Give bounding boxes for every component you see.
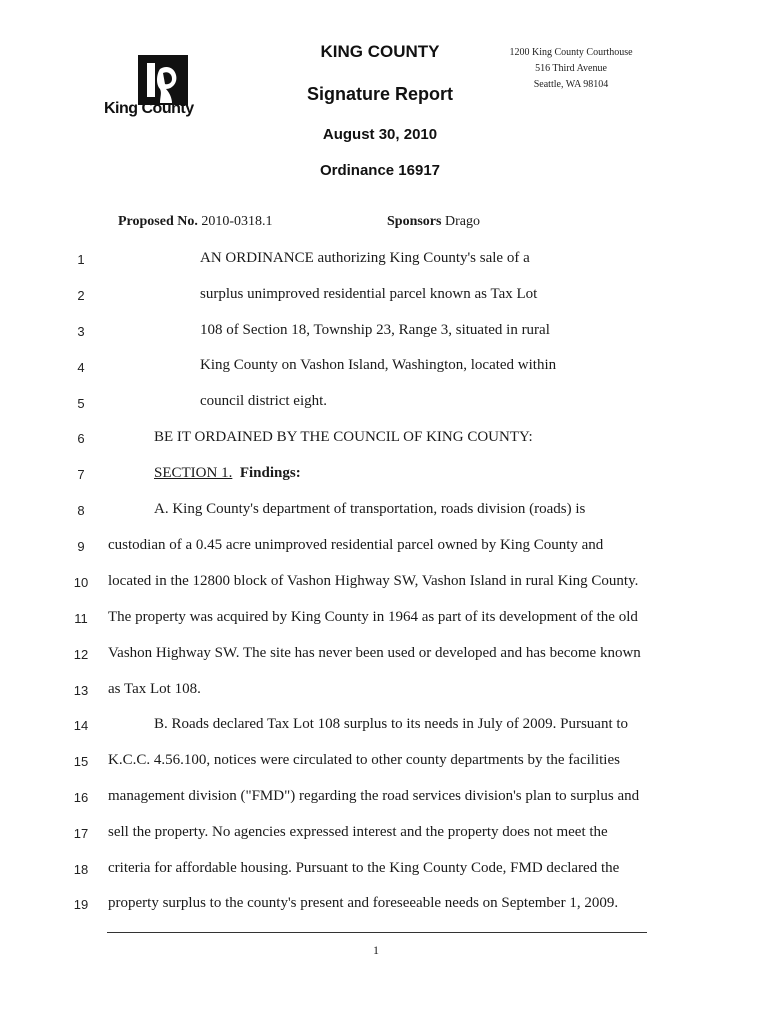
line-number: 6: [77, 431, 85, 446]
address-line-3: Seattle, WA 98104: [533, 79, 609, 90]
footer-divider: [107, 932, 647, 933]
ordinance-text-line: King County on Vashon Island, Washington, located within: [200, 357, 557, 373]
address-line-2: 516 Third Avenue: [535, 63, 607, 74]
section-title: Findings:: [239, 465, 301, 481]
ordinance-text-line: A. King County's department of transportation, roads division (roads) is: [154, 501, 586, 517]
ordinance-text-line: criteria for affordable housing. Pursuant to the King County Code, FMD declared the: [108, 860, 620, 876]
logo-text: King County: [104, 100, 194, 117]
sponsors-value: Drago: [444, 214, 480, 229]
section-heading: [154, 465, 301, 482]
line-number: 3: [77, 324, 85, 339]
line-number: 9: [77, 539, 85, 554]
sponsors: [387, 214, 480, 230]
ordinance-text-line: Vashon Highway SW. The site has never been used or developed and has become known: [108, 645, 641, 661]
ordinance-text-line: located in the 12800 block of Vashon Highway SW, Vashon Island in rural King County.: [108, 573, 639, 589]
address-line-1: 1200 King County Courthouse: [509, 47, 633, 58]
ordinance-number: Ordinance 16917: [319, 162, 441, 179]
line-number: 19: [73, 897, 89, 912]
ordinance-text-line: as Tax Lot 108.: [108, 681, 201, 697]
ordinance-text-line: sell the property. No agencies expressed interest and the property does not meet the: [108, 824, 608, 840]
proposed-number: [118, 214, 273, 230]
line-number: 18: [73, 862, 89, 877]
proposed-value: 2010-0318.1: [201, 214, 273, 229]
ordinance-text-line: property surplus to the county's present and foreseeable needs on September 1, 2009.: [108, 895, 619, 911]
report-date: August 30, 2010: [322, 126, 438, 143]
ordinance-text-line: custodian of a 0.45 acre unimproved residential parcel owned by King County and: [108, 537, 604, 553]
line-number: 14: [73, 718, 89, 733]
ordinance-text-line: B. Roads declared Tax Lot 108 surplus to its needs in July of 2009. Pursuant to: [154, 716, 629, 732]
ordinance-text-line: The property was acquired by King County in 1964 as part of its development of the old: [108, 609, 638, 625]
ordinance-text-line: BE IT ORDAINED BY THE COUNCIL OF KING COUNTY:: [154, 429, 533, 445]
ordinance-text-line: council district eight.: [200, 393, 328, 409]
line-number: 10: [73, 575, 89, 590]
proposed-label: Proposed No.: [118, 214, 198, 229]
page-number: 1: [373, 943, 379, 957]
line-number: 15: [73, 754, 89, 769]
line-number: 1: [77, 252, 85, 267]
line-number: 7: [77, 467, 85, 482]
line-number: 17: [73, 826, 89, 841]
line-number: 8: [77, 503, 85, 518]
line-number: 4: [77, 360, 85, 375]
line-number: 2: [77, 288, 85, 303]
ordinance-text-line: 108 of Section 18, Township 23, Range 3, situated in rural: [200, 322, 550, 338]
line-number: 13: [73, 683, 89, 698]
county-title: KING COUNTY: [320, 42, 440, 61]
report-title: Signature Report: [306, 84, 453, 104]
ordinance-text-line: surplus unimproved residential parcel known as Tax Lot: [200, 286, 538, 302]
line-number: 11: [74, 611, 88, 626]
ordinance-text-line: AN ORDINANCE authorizing King County's sale of a: [200, 250, 530, 266]
ordinance-text-line: management division ("FMD") regarding the road services division's plan to surplus and: [108, 788, 640, 804]
sponsors-label: Sponsors: [387, 214, 442, 229]
line-number: 5: [77, 396, 85, 411]
ordinance-text-line: K.C.C. 4.56.100, notices were circulated to other county departments by the facilities: [108, 752, 620, 768]
line-number: 16: [73, 790, 89, 805]
line-number: 12: [73, 647, 89, 662]
king-county-logo-icon: [138, 55, 188, 105]
section-label: SECTION 1.: [154, 465, 233, 481]
